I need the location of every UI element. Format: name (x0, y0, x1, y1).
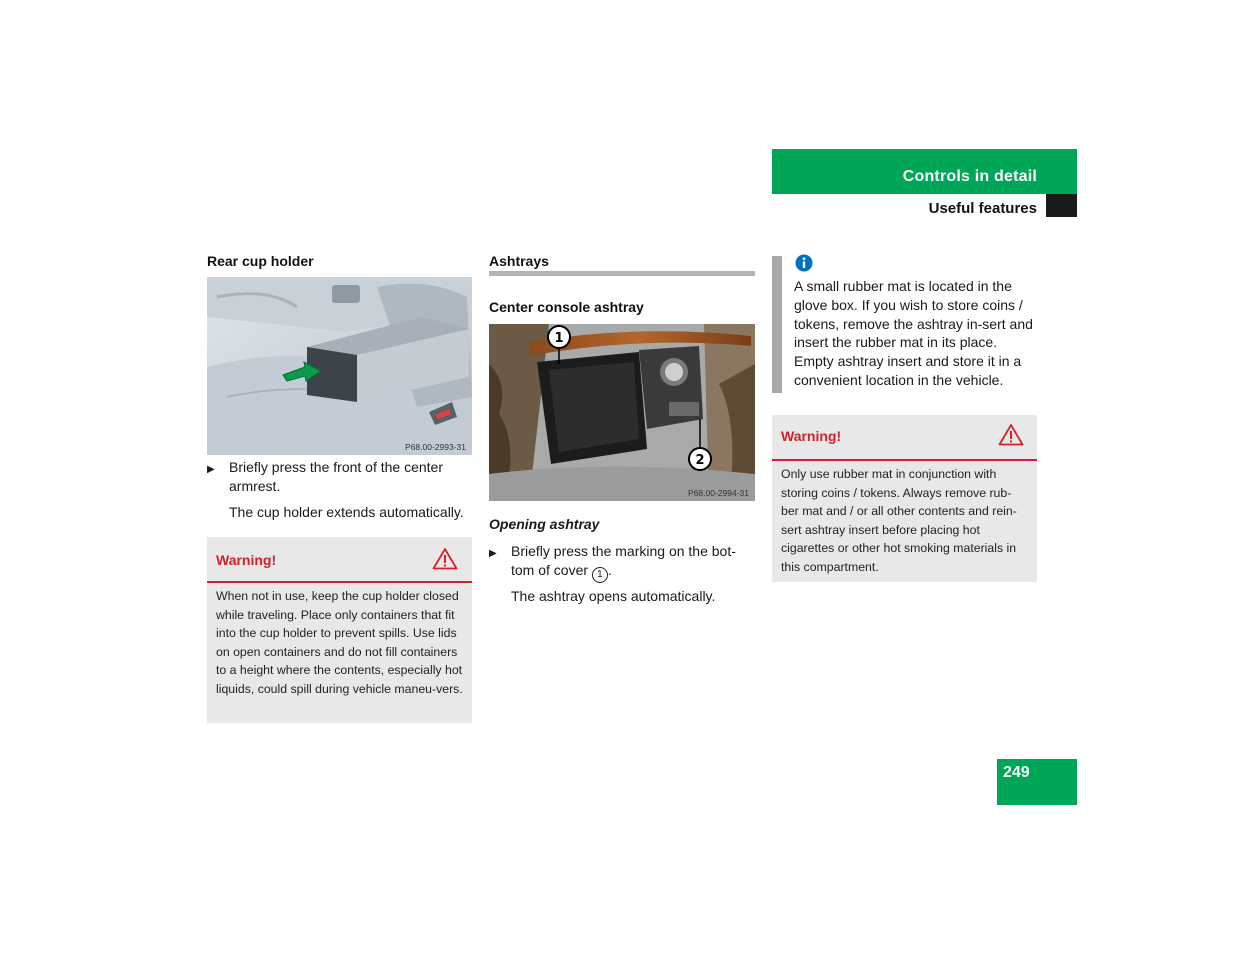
callout-1: 1 (554, 331, 564, 346)
warning-triangle-icon (432, 547, 458, 575)
step-text: Briefly press the front of the center armrest. (229, 459, 443, 494)
page-number: 249 (1003, 764, 1030, 781)
cup-holder-result: The cup holder extends automatically. (229, 504, 464, 520)
cup-holder-step (207, 458, 472, 496)
info-text: A small rubber mat is located in the glove box. If you wish to store coins / tokens, remove the ashtray in-sert and insert the rubber mat in its place. Empty ashtray insert and store it in a convenient location in the vehicle. (794, 278, 1033, 388)
info-bar (772, 256, 782, 393)
heading-rule (489, 271, 755, 276)
center-console-heading: Center console ashtray (489, 299, 644, 315)
ashtray-warning (772, 415, 1037, 582)
header-tab-marker (1046, 194, 1077, 217)
photo-code: P68.00-2994-31 (688, 488, 749, 498)
cup-holder-heading: Rear cup holder (207, 253, 314, 269)
ashtray-result: The ashtray opens automatically. (511, 588, 716, 604)
info-icon (795, 254, 813, 277)
warning-label: Warning! (781, 428, 842, 444)
warning-label: Warning! (216, 552, 277, 568)
callout-2: 2 (695, 453, 705, 468)
warning-text: When not in use, keep the cup holder closed while traveling. Place only containers that fit into the cup holder to prevent spills. Use lids on open containers and do not fill containers to a height where the contents, especially hot liquids, could spill during vehicle maneu-vers. (216, 589, 463, 696)
warning-text: Only use rubber mat in conjunction with storing coins / tokens. Always remove rub-ber mat and / or all other contents and rein-sert ashtray insert before placing hot cigarettes or other hot smoking materials in this compartment. (781, 467, 1017, 574)
photo-code: P68.00-2993-31 (405, 442, 466, 452)
step-text: Briefly press the marking on the bot-tom of cover 1 . (511, 542, 755, 583)
cup-holder-warning (207, 537, 472, 723)
bullet-icon: ▶ (489, 548, 497, 559)
bullet-icon: ▶ (207, 464, 215, 475)
subsection-title: Useful features (928, 200, 1037, 217)
warning-triangle-icon (998, 423, 1024, 451)
ashtray-step (489, 542, 755, 583)
warning-header (207, 537, 472, 583)
section-title: Controls in detail (902, 168, 1037, 185)
callout-ref-1: 1 (592, 567, 608, 583)
cup-holder-photo (207, 277, 472, 455)
ashtrays-heading: Ashtrays (489, 253, 549, 269)
warning-header (772, 415, 1037, 461)
opening-ashtray-subtitle: Opening ashtray (489, 516, 600, 532)
ashtray-photo (489, 324, 755, 501)
